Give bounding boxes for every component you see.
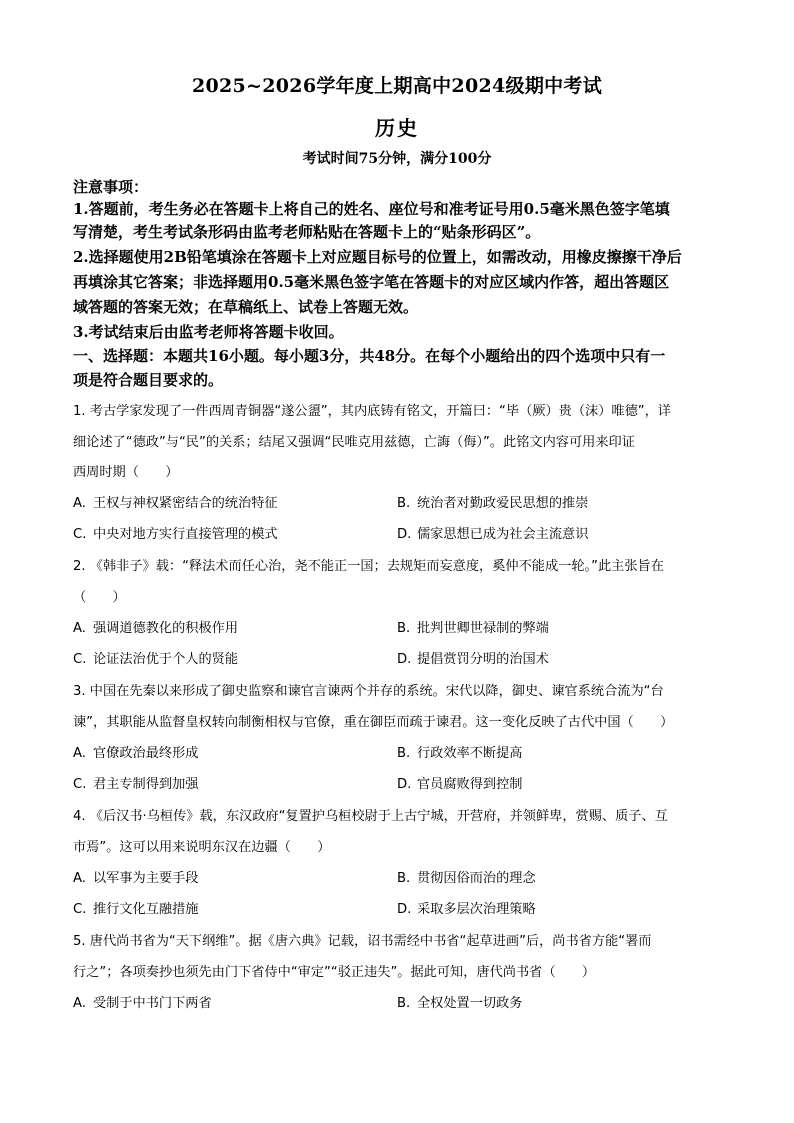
question-4-option-c[interactable]	[73, 898, 199, 917]
notice-line: 域答题的答案无效；在草稿纸上、试卷上答题无效。	[73, 298, 419, 316]
option-text: 采取多层次治理策略	[417, 902, 536, 917]
notice-line: 1.答题前，考生务必在答题卡上将自己的姓名、座位号和准考证号用0.5毫米黑色签字笔填	[73, 200, 670, 218]
notice-line: 写清楚，考生考试条形码由监考老师粘贴在答题卡上的“贴条形码区”。	[73, 223, 541, 241]
option-letter: A.	[73, 746, 86, 761]
option-text: 官僚政治最终形成	[93, 746, 199, 761]
question-1-text: 细论述了“德政”与“民”的关系；结尾又强调“民唯克用兹德，亡誨（侮）”。此铭文内容可用来印证	[73, 435, 635, 450]
question-1-option-b[interactable]	[397, 492, 588, 511]
question-4-option-d[interactable]	[397, 898, 536, 917]
option-text: 儒家思想已成为社会主流意识	[417, 527, 589, 542]
subject-title: 历史	[375, 116, 419, 140]
option-letter: D.	[397, 902, 412, 917]
option-letter: B.	[397, 746, 411, 761]
option-letter: A.	[73, 996, 86, 1011]
notice-heading: 注意事项：	[73, 178, 149, 196]
question-1-option-a[interactable]	[73, 492, 278, 511]
notice-line: 3.考试结束后由监考老师将答题卡收回。	[73, 323, 344, 341]
option-letter: A.	[73, 496, 86, 511]
option-text: 提倡赏罚分明的治国术	[417, 652, 549, 667]
option-text: 贯彻因俗而治的理念	[417, 871, 536, 886]
question-3-option-a[interactable]	[73, 742, 199, 761]
question-4-option-a[interactable]	[73, 867, 199, 886]
option-letter: A.	[73, 621, 86, 636]
option-letter: B.	[397, 621, 411, 636]
option-letter: A.	[73, 871, 86, 886]
option-letter: B.	[397, 996, 411, 1011]
option-letter: B.	[397, 871, 411, 886]
option-letter: D.	[397, 652, 412, 667]
option-text: 官员腐败得到控制	[417, 777, 523, 792]
question-3-text: 3. 中国在先秦以来形成了御史监察和谏官言谏两个并存的系统。宋代以降，御史、谏官系统合流为“台	[73, 684, 664, 699]
option-text: 君主专制得到加强	[93, 777, 199, 792]
question-2-option-a[interactable]	[73, 617, 238, 636]
question-1-text: 1. 考古学家发现了一件西周青铜器“遂公盨”，其内底铸有铭文，开篇曰：“毕（厥）贵（沫）唯德”，详	[73, 404, 671, 419]
option-letter: D.	[397, 777, 412, 792]
question-1-text: 西周时期（ ）	[73, 465, 179, 480]
option-text: 统治者对勤政爱民思想的推崇	[417, 496, 589, 511]
option-text: 论证法治优于个人的贤能	[93, 652, 239, 667]
question-1-option-d[interactable]	[397, 523, 588, 542]
question-5-option-a[interactable]	[73, 992, 212, 1011]
option-text: 王权与神权紧密结合的统治特征	[93, 496, 278, 511]
option-letter: C.	[73, 902, 87, 917]
option-text: 推行文化互融措施	[93, 902, 199, 917]
notice-line: 再填涂其它答案；非选择题用0.5毫米黑色签字笔在答题卡的对应区域内作答，超出答题区	[73, 273, 670, 291]
question-4-text: 4. 《后汉书·乌桓传》载，东汉政府“复置护乌桓校尉于上古宁城，开营府，并领鲜卑，赏赐、质子、互	[73, 809, 668, 824]
option-letter: C.	[73, 652, 87, 667]
option-letter: D.	[397, 527, 412, 542]
question-5-text: 5. 唐代尚书省为“天下纲维”。据《唐六典》记载，诏书需经中书省“起草进画”后，尚书省方能“署而	[73, 934, 652, 949]
exam-title: 2025~2026学年度上期高中2024级期中考试	[191, 75, 603, 97]
question-3-text: 谏”，其职能从监督皇权转向制衡相权与官僚，重在御臣而疏于谏君。这一变化反映了古代中国（ ）	[73, 715, 674, 730]
question-2-option-c[interactable]	[73, 648, 238, 667]
option-text: 受制于中书门下两省	[93, 996, 212, 1011]
question-2-option-b[interactable]	[397, 617, 549, 636]
section-heading: 一、选择题：本题共16小题。每小题3分，共48分。在每个小题给出的四个选项中只有一	[73, 347, 666, 365]
section-heading: 项是符合题目要求的。	[73, 371, 224, 389]
question-2-text: （ ）	[73, 590, 126, 605]
option-letter: B.	[397, 496, 411, 511]
question-5-text: 行之”；各项奏抄也须先由门下省侍中“审定”“驳正违失”。据此可知，唐代尚书省（ ）	[73, 965, 596, 980]
notice-line: 2.选择题使用2B铅笔填涂在答题卡上对应题目标号的位置上，如需改动，用橡皮擦擦干净后	[73, 248, 682, 266]
question-5-option-b[interactable]	[397, 992, 523, 1011]
question-2-text: 2. 《韩非子》载：“释法术而任心治，尧不能正一国；去规矩而妄意度，奚仲不能成一轮。”此主张旨在	[73, 559, 664, 574]
question-3-option-d[interactable]	[397, 773, 523, 792]
option-text: 以军事为主要手段	[93, 871, 199, 886]
option-text: 全权处置一切政务	[417, 996, 523, 1011]
question-4-option-b[interactable]	[397, 867, 536, 886]
option-text: 行政效率不断提高	[417, 746, 523, 761]
option-text: 批判世卿世禄制的弊端	[417, 621, 549, 636]
exam-info: 考试时间75分钟，满分100分	[302, 151, 492, 167]
option-letter: C.	[73, 777, 87, 792]
question-4-text: 市焉”。这可以用来说明东汉在边疆（ ）	[73, 840, 331, 855]
option-letter: C.	[73, 527, 87, 542]
option-text: 中央对地方实行直接管理的模式	[93, 527, 278, 542]
question-1-option-c[interactable]	[73, 523, 278, 542]
question-3-option-b[interactable]	[397, 742, 523, 761]
question-3-option-c[interactable]	[73, 773, 199, 792]
question-2-option-d[interactable]	[397, 648, 549, 667]
option-text: 强调道德教化的积极作用	[93, 621, 239, 636]
